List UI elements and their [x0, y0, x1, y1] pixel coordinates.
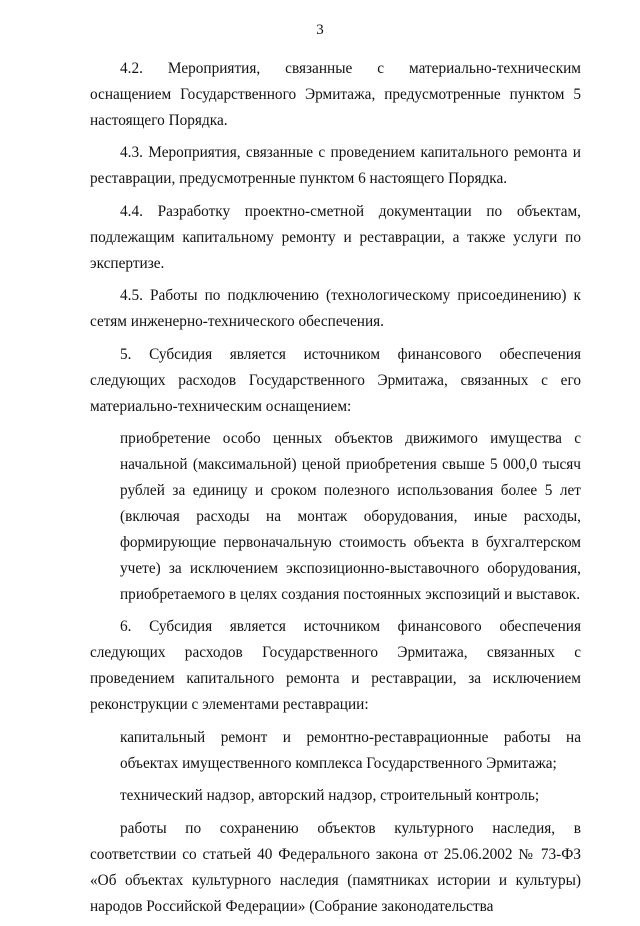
paragraph-6-item-2: технический надзор, авторский надзор, строительный контроль; [120, 787, 540, 805]
paragraph-6-item-3: работы по сохранению объектов культурного наследия, в соответствии со статьей 40 Федерального закона от 25.06.2002 № 73-ФЗ «Об объектах культурного наследия (памятниках истории и культуры) народов Российской Федерации» (Собрание законодательства [90, 819, 581, 915]
document-body [90, 56, 581, 926]
paragraph-5-item: приобретение особо ценных объектов движимого имущества с начальной (максимальной) ценой приобретения свыше 5 000,0 тысяч рублей за единицу и сроком полезного использования более 5 лет (включая расходы на монтаж оборудования, иные расходы, формирующие первоначальную стоимость объекта в бухгалтерском учете) за исключением экспозиционно-выставочного оборудования, приобретаемого в целях создания постоянных экспозиций и выставок. [120, 429, 581, 603]
paragraph-4-4: 4.4. Разработку проектно-сметной документации по объектам, подлежащим капитальному ремонту и реставрации, а также услуги по экспертизе. [90, 202, 581, 272]
paragraph-4-2: 4.2. Мероприятия, связанные с материально-техническим оснащением Государственного Эрмитажа, предусмотренные пунктом 5 настоящего Порядка. [90, 60, 581, 129]
paragraph-5: 5. Субсидия является источником финансового обеспечения следующих расходов Государственного Эрмитажа, связанных с его материально-техническим оснащением: [90, 345, 581, 415]
paragraph-4-3: 4.3. Мероприятия, связанные с проведением капитального ремонта и реставрации, предусмотренные пунктом 6 настоящего Порядка. [90, 144, 581, 188]
page-number: 3 [316, 22, 324, 38]
paragraph-6: 6. Субсидия является источником финансового обеспечения следующих расходов Государственного Эрмитажа, связанных с проведением капитального ремонта и реставрации, за исключением реконструкции с элементами реставрации: [90, 618, 581, 714]
paragraph-4-5: 4.5. Работы по подключению (технологическому присоединению) к сетям инженерно-технического обеспечения. [90, 287, 581, 331]
paragraph-6-item-1: капитальный ремонт и ремонтно-реставрационные работы на объектах имущественного комплекса Государственного Эрмитажа; [120, 728, 581, 772]
